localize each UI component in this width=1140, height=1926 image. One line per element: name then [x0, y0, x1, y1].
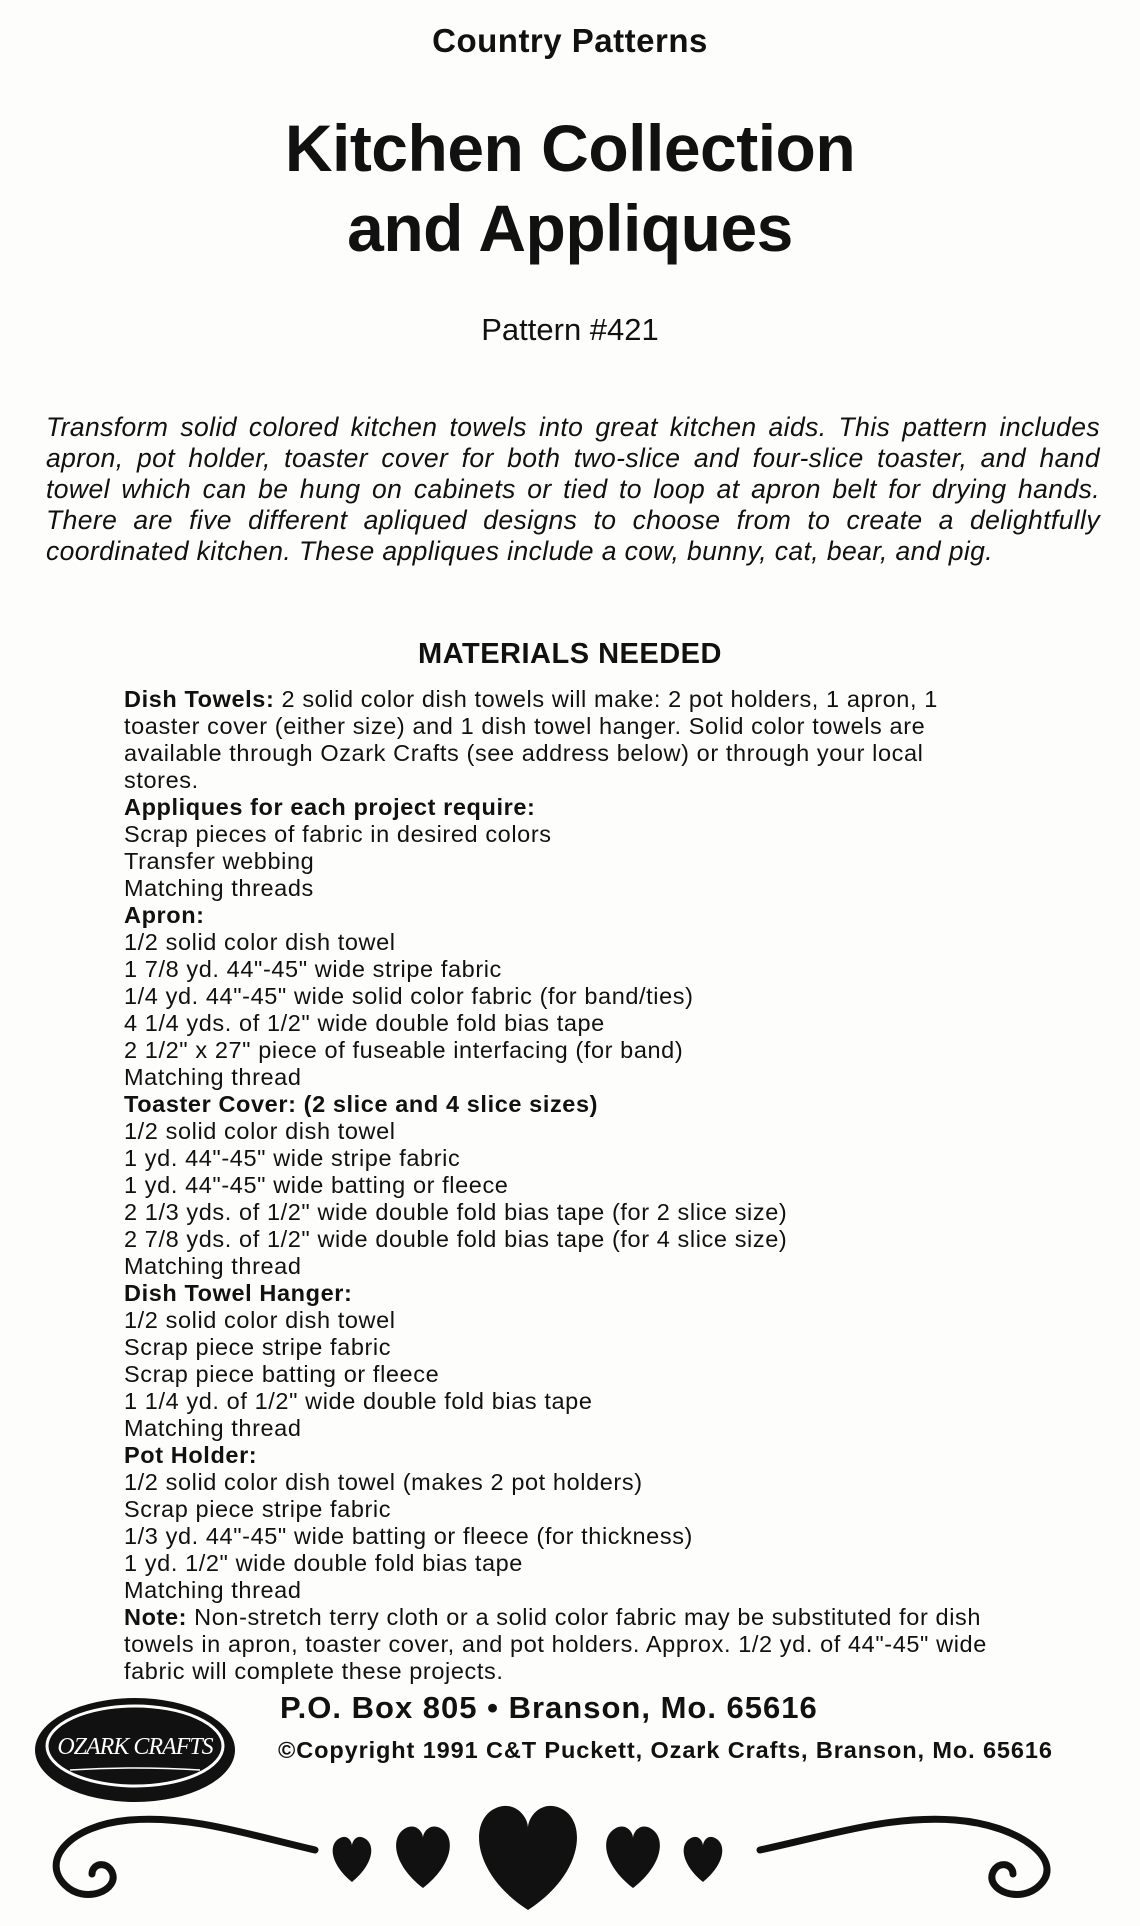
- intro-paragraph: Transform solid colored kitchen towels into great kitchen aids. This pattern includes apron, pot holder, toaster cover for both two-slice and four-slice toaster, and hand towel which can be hung on cabinets or tied to loop at apron belt for drying hands. There are five different apliqued designs to choose from to create a delightfully coordinated kitchen. These appliques include a cow, bunny, cat, bear, and pig.: [46, 412, 1100, 566]
- list-item: 1/3 yd. 44"-45" wide batting or fleece (for thickness): [124, 1523, 693, 1549]
- list-item: 1 yd. 44"-45" wide batting or fleece: [124, 1172, 509, 1198]
- dish-towel-hanger-section: [124, 1280, 1004, 1442]
- pattern-title: [0, 108, 1140, 268]
- materials-heading: MATERIALS NEEDED: [418, 638, 722, 670]
- list-item: 2 7/8 yds. of 1/2" wide double fold bias tape (for 4 slice size): [124, 1226, 788, 1252]
- dish-towel-hanger-label: Dish Towel Hanger:: [124, 1280, 353, 1306]
- list-item: 1/2 solid color dish towel: [124, 1307, 396, 1333]
- list-item: Matching thread: [124, 1415, 302, 1441]
- list-item: Matching thread: [124, 1253, 302, 1279]
- pot-holder-label: Pot Holder:: [124, 1442, 258, 1468]
- list-item: Matching thread: [124, 1064, 302, 1090]
- footer-ornament: [0, 1780, 1140, 1920]
- list-item: 1/2 solid color dish towel (makes 2 pot holders): [124, 1469, 643, 1495]
- heart-icon: [684, 1837, 723, 1882]
- list-item: Transfer webbing: [124, 848, 315, 874]
- apron-label: Apron:: [124, 902, 205, 928]
- heart-icon: [606, 1827, 660, 1888]
- list-item: 4 1/4 yds. of 1/2" wide double fold bias tape: [124, 1010, 605, 1036]
- toaster-cover-label: Toaster Cover: (2 slice and 4 slice sizes): [124, 1091, 599, 1117]
- pattern-number: Pattern #421: [481, 312, 659, 347]
- list-item: 2 1/3 yds. of 1/2" wide double fold bias tape (for 2 slice size): [124, 1199, 788, 1225]
- title-line-2: and Appliques: [347, 191, 793, 265]
- note-section: [124, 1604, 1004, 1685]
- list-item: 1 yd. 1/2" wide double fold bias tape: [124, 1550, 523, 1576]
- heart-icon: [479, 1806, 577, 1910]
- list-item: 1/2 solid color dish towel: [124, 929, 396, 955]
- pot-holder-section: [124, 1442, 1004, 1604]
- list-item: 1 1/4 yd. of 1/2" wide double fold bias tape: [124, 1388, 593, 1414]
- dish-towels-section: [124, 686, 1004, 794]
- series-title: Country Patterns: [432, 22, 708, 59]
- list-item: 1 7/8 yd. 44"-45" wide stripe fabric: [124, 956, 502, 982]
- swirl-ornament-left: [56, 1819, 315, 1894]
- list-item: 1/4 yd. 44"-45" wide solid color fabric (for band/ties): [124, 983, 694, 1009]
- apron-section: [124, 902, 1004, 1091]
- appliques-label: Appliques for each project require:: [124, 794, 536, 820]
- note-label: Note:: [124, 1604, 188, 1630]
- list-item: 1/2 solid color dish towel: [124, 1118, 396, 1144]
- mailing-address: P.O. Box 805 • Branson, Mo. 65616: [280, 1690, 818, 1725]
- dish-towels-label: Dish Towels:: [124, 686, 275, 712]
- heart-icon: [396, 1827, 450, 1888]
- materials-list: [124, 686, 1004, 1685]
- logo-text: OZARK CRAFTS: [57, 1734, 213, 1760]
- list-item: Scrap piece batting or fleece: [124, 1361, 440, 1387]
- toaster-cover-section: [124, 1091, 1004, 1280]
- swirl-ornament-right: [760, 1819, 1047, 1894]
- heart-icon: [333, 1837, 372, 1882]
- list-item: 2 1/2" x 27" piece of fuseable interfacing (for band): [124, 1037, 684, 1063]
- list-item: Matching thread: [124, 1577, 302, 1603]
- list-item: Scrap pieces of fabric in desired colors: [124, 821, 552, 847]
- list-item: Matching threads: [124, 875, 314, 901]
- appliques-section: [124, 794, 1004, 902]
- note-text: Non-stretch terry cloth or a solid color fabric may be substituted for dish towels in apron, toaster cover, and pot holders. Approx. 1/2 yd. of 44"-45" wide fabric will complete these projects.: [124, 1604, 987, 1684]
- list-item: 1 yd. 44"-45" wide stripe fabric: [124, 1145, 461, 1171]
- title-line-1: Kitchen Collection: [284, 111, 856, 185]
- dish-towels-text: 2 solid color dish towels will make: 2 pot holders, 1 apron, 1 toaster cover (either size) and 1 dish towel hanger. Solid color towels are available through Ozark Crafts (see address below) or through your local stores.: [124, 686, 938, 793]
- list-item: Scrap piece stripe fabric: [124, 1334, 392, 1360]
- copyright-notice: ©Copyright 1991 C&T Puckett, Ozark Crafts, Branson, Mo. 65616: [278, 1737, 1053, 1763]
- list-item: Scrap piece stripe fabric: [124, 1496, 392, 1522]
